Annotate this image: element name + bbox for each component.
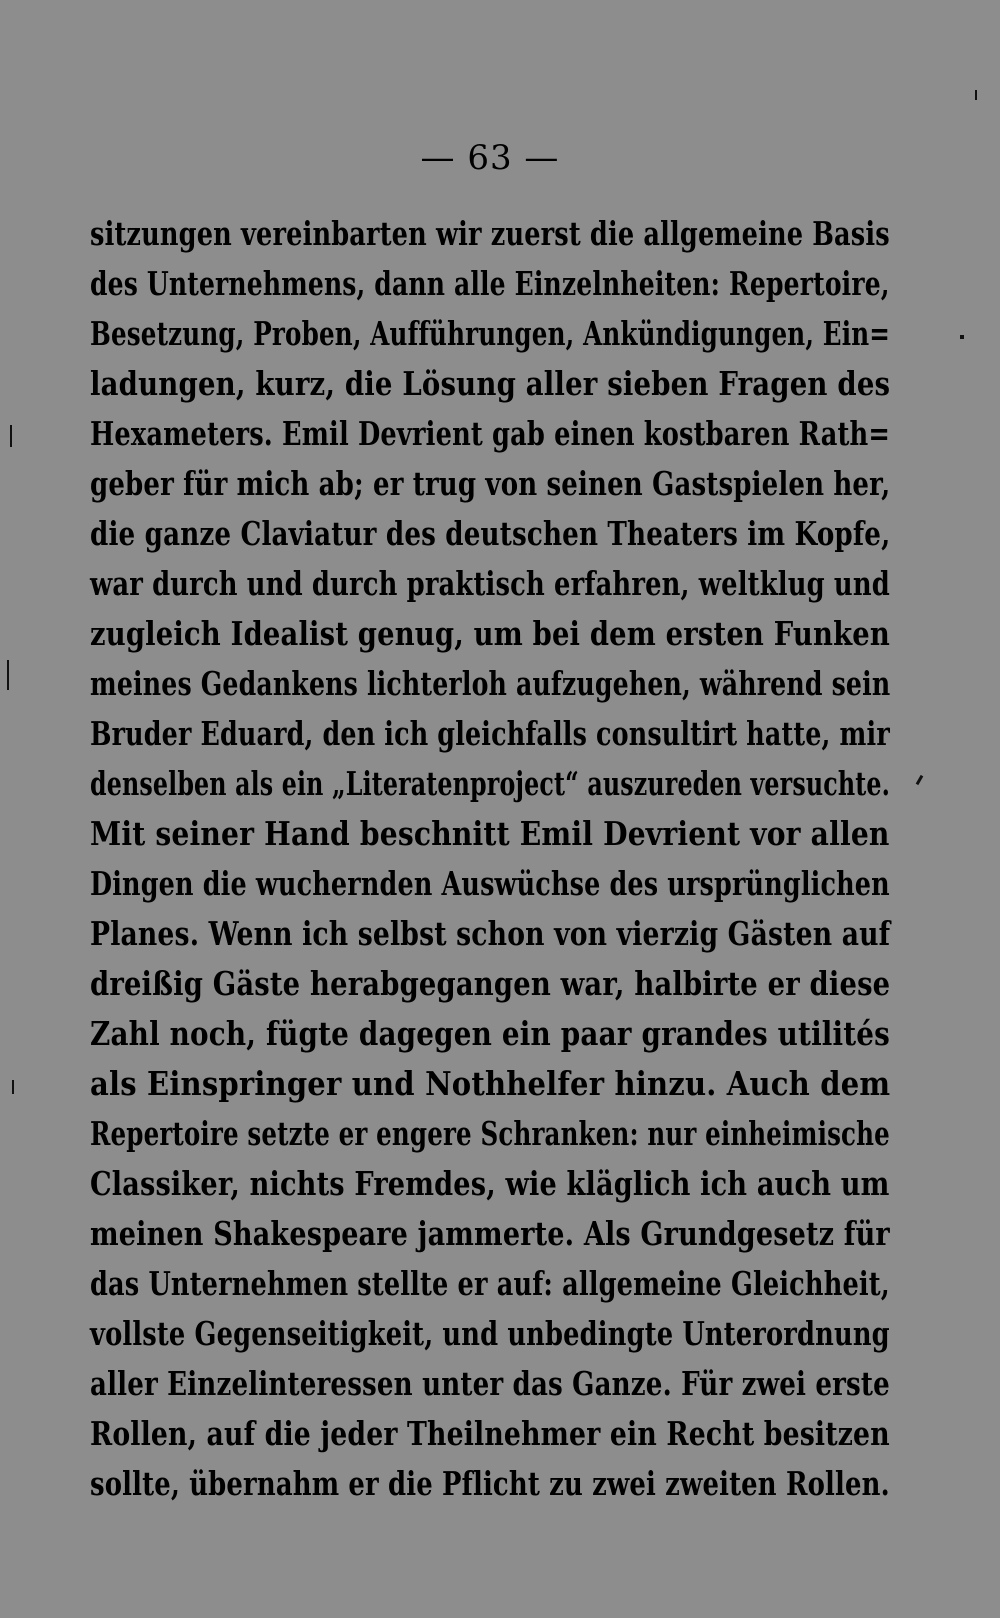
text-line: Hexameters. Emil Devrient gab einen kostbaren Rath= bbox=[90, 414, 891, 453]
text-line: Repertoire setzte er engere Schranken: nur einheimische bbox=[90, 1114, 890, 1153]
text-line: war durch und durch praktisch erfahren, weltklug und bbox=[90, 564, 890, 603]
page-number: — 63 — bbox=[420, 138, 560, 178]
scan-speck bbox=[916, 775, 924, 785]
text-line: die ganze Claviatur des deutschen Theaters im Kopfe, bbox=[90, 514, 891, 553]
scan-speck bbox=[7, 660, 9, 690]
text-line: sitzungen vereinbarten wir zuerst die allgemeine Basis bbox=[90, 214, 890, 253]
text-line: des Unternehmens, dann alle Einzelnheiten: Repertoire, bbox=[90, 264, 890, 303]
text-line: denselben als ein „Literatenproject“ auszureden versuchte. bbox=[90, 764, 891, 803]
text-line: zugleich Idealist genug, um bei dem ersten Funken bbox=[90, 614, 890, 653]
scan-speck bbox=[975, 90, 977, 100]
text-line: sollte, übernahm er die Pflicht zu zwei zweiten Rollen. bbox=[90, 1464, 890, 1503]
text-line: ladungen, kurz, die Lösung aller sieben Fragen des bbox=[90, 364, 891, 403]
scan-speck bbox=[960, 335, 964, 339]
text-line: Planes. Wenn ich selbst schon von vierzig Gästen auf bbox=[90, 914, 891, 953]
text-line: Rollen, auf die jeder Theilnehmer ein Recht besitzen bbox=[90, 1414, 890, 1453]
text-line: meinen Shakespeare jammerte. Als Grundgesetz für bbox=[90, 1214, 890, 1253]
scan-speck bbox=[10, 425, 12, 447]
text-line: vollste Gegenseitigkeit, und unbedingte Unterordnung bbox=[90, 1314, 890, 1353]
text-line: Zahl noch, fügte dagegen ein paar grandes utilités bbox=[90, 1014, 891, 1053]
text-line: geber für mich ab; er trug von seinen Gastspielen her, bbox=[90, 464, 891, 503]
text-line: aller Einzelinteressen unter das Ganze. Für zwei erste bbox=[90, 1364, 890, 1403]
text-line: dreißig Gäste herabgegangen war, halbirte er diese bbox=[90, 964, 891, 1003]
scan-speck bbox=[12, 1080, 14, 1094]
text-line: Mit seiner Hand beschnitt Emil Devrient vor allen bbox=[90, 814, 890, 853]
text-line: Besetzung, Proben, Aufführungen, Ankündigungen, Ein= bbox=[90, 314, 891, 353]
text-line: Classiker, nichts Fremdes, wie kläglich ich auch um bbox=[90, 1164, 890, 1203]
text-line: meines Gedankens lichterloh aufzugehen, während sein bbox=[90, 664, 891, 703]
text-line: Bruder Eduard, den ich gleichfalls consultirt hatte, mir bbox=[90, 714, 890, 753]
text-line: als Einspringer und Nothhelfer hinzu. Auch dem bbox=[90, 1064, 891, 1103]
text-line: Dingen die wuchernden Auswüchse des ursprünglichen bbox=[90, 864, 890, 903]
text-line: das Unternehmen stellte er auf: allgemeine Gleichheit, bbox=[90, 1264, 890, 1303]
